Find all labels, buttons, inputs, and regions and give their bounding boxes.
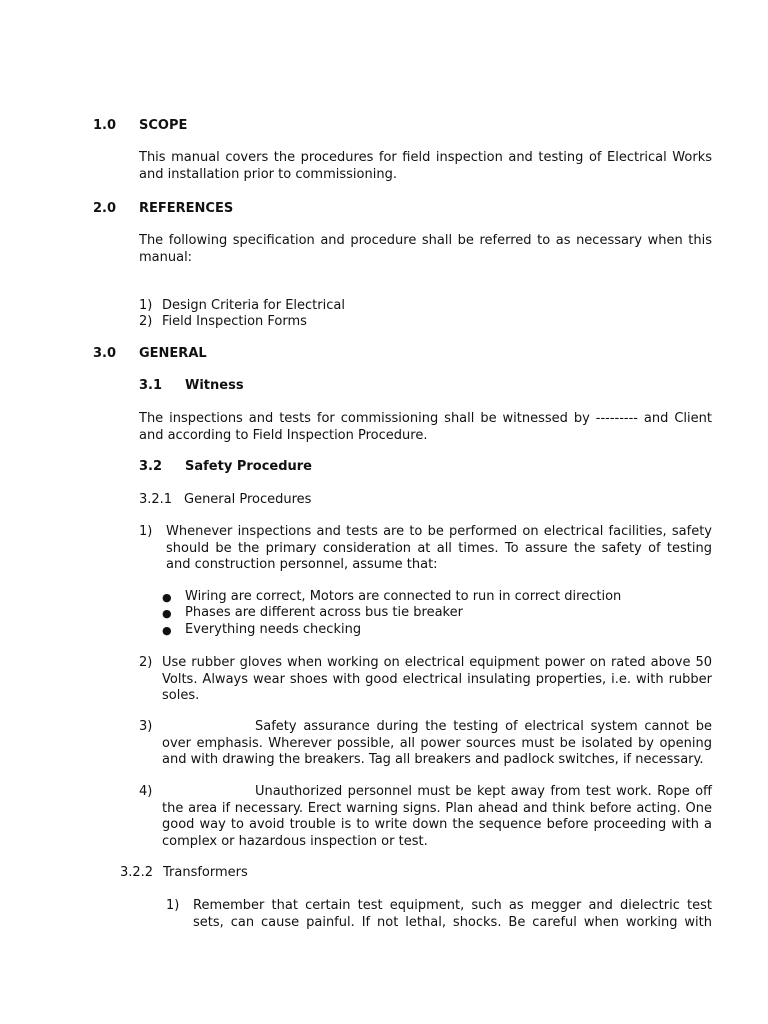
item-text: Whenever inspections and tests are to be performed on electrical facilities, safety should be the primary consideration at all times. To assure the safety of testing and construction personnel, assume that: [166,524,712,572]
item-number: 1) [166,898,180,913]
item-text: Safety assurance during the testing of electrical system cannot be over emphasis. Wherever possible, all power sources must be isolated by opening and with drawing the breakers. Tag all breakers and padlock switches, if necessary. [162,719,712,767]
item-text: Use rubber gloves when working on electrical equipment power on rated above 50 Volts. Always wear shoes with good electrical insulating properties, i.e. with rubber soles. [162,655,712,703]
subsubsection-title-transformers: Transformers [163,865,248,880]
item-text: Remember that certain test equipment, such as megger and dielectric test sets, can cause painful. If not lethal, shocks. Be careful when working with [193,898,712,930]
section-title-references: REFERENCES [139,201,234,216]
bullet-icon: ● [162,607,172,620]
reference-text: Field Inspection Forms [162,314,307,329]
section-number-1: 1.0 [93,118,117,133]
reference-text: Design Criteria for Electrical [162,298,345,313]
section-title-scope: SCOPE [139,118,188,133]
scope-paragraph: This manual covers the procedures for field inspection and testing of Electrical Works and installation prior to commissioning. [139,150,712,182]
section-title-general: GENERAL [139,346,207,361]
references-paragraph: The following specification and procedure shall be referred to as necessary when this manual: [139,233,712,265]
bullet-icon: ● [162,591,172,604]
subsection-title-safety-procedure: Safety Procedure [185,459,313,474]
section-number-2: 2.0 [93,201,117,216]
subsubsection-number-3-2-1: 3.2.1 [139,492,173,507]
item-number: 2) [139,655,153,670]
subsubsection-number-3-2-2: 3.2.2 [120,865,154,880]
item-number: 4) [139,784,153,799]
bullet-text: Wiring are correct, Motors are connected to run in correct direction [185,589,622,604]
section-number-3: 3.0 [93,346,117,361]
item-text: Unauthorized personnel must be kept away from test work. Rope off the area if necessary. Erect warning signs. Plan ahead and think before acting. One good way to avoid trouble is to write down the sequence before proceeding with a complex or hazardous inspection or test. [162,784,712,849]
reference-number: 1) [139,298,153,313]
item-number: 1) [139,524,153,539]
reference-number: 2) [139,314,153,329]
item-number: 3) [139,719,153,734]
subsection-number-3-2: 3.2 [139,459,163,474]
bullet-text: Everything needs checking [185,622,362,637]
witness-paragraph: The inspections and tests for commissioning shall be witnessed by --------- and Client and according to Field Inspection Procedure. [139,411,712,443]
bullet-icon: ● [162,624,172,637]
bullet-text: Phases are different across bus tie breaker [185,605,463,620]
subsubsection-title-general-procedures: General Procedures [184,492,312,507]
subsection-number-3-1: 3.1 [139,378,163,393]
subsection-title-witness: Witness [185,378,244,393]
